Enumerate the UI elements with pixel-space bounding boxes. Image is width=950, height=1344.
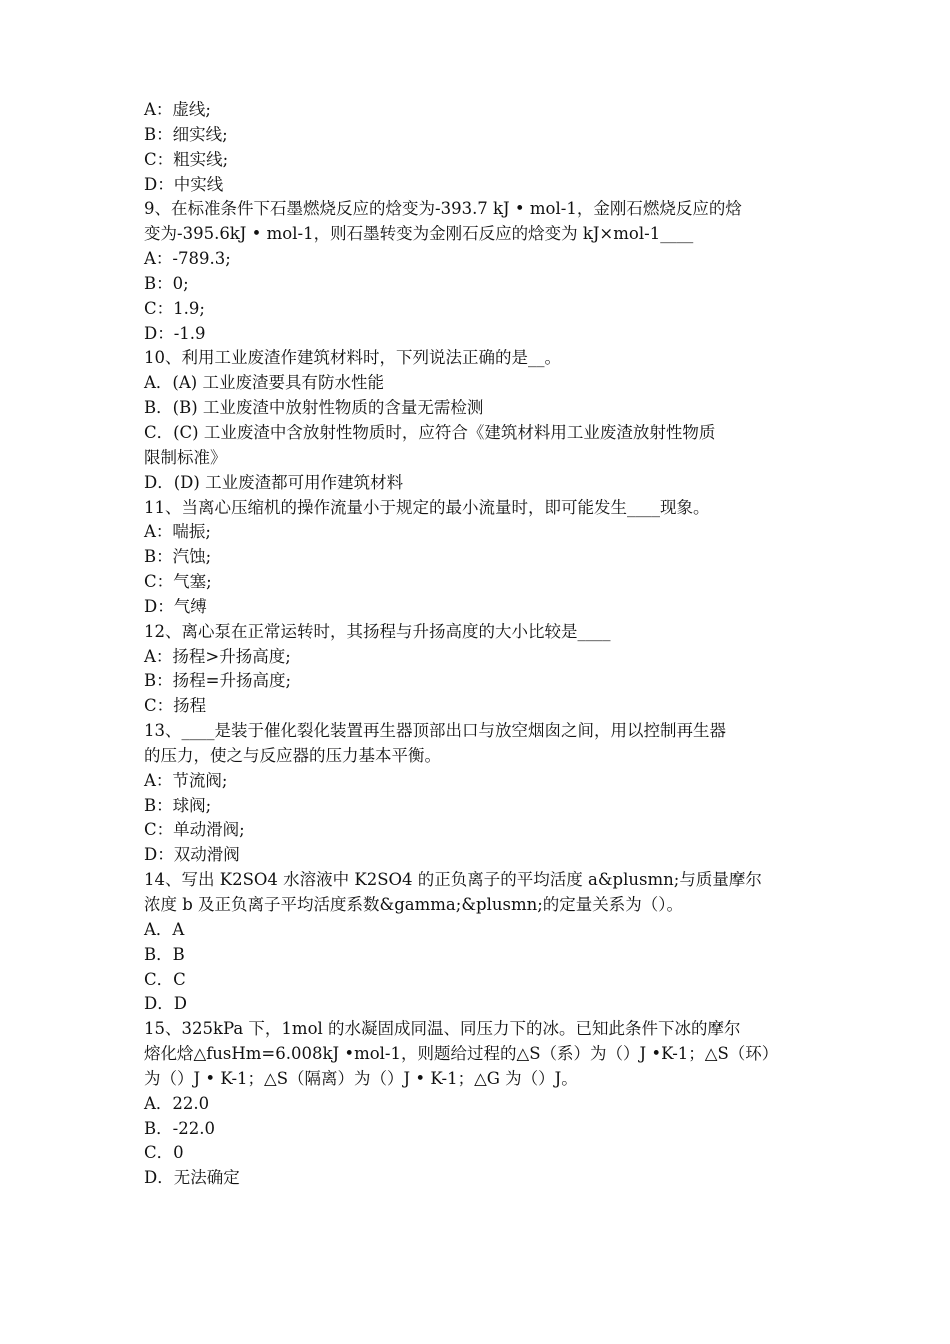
option-line: C．C — [144, 969, 186, 989]
question-10-text: 10、利用工业废渣作建筑材料时，下列说法正确的是__。 — [144, 348, 561, 368]
question-9-text: 变为-395.6kJ • mol-1，则石墨转变为金刚石反应的焓变为 kJ×mol-1____ — [144, 224, 694, 244]
option-line: D：-1.9 — [144, 323, 206, 343]
option-line: A：虚线; — [144, 100, 211, 119]
option-line: D．无法确定 — [144, 1168, 240, 1188]
question-12-text: 12、离心泵在正常运转时，其扬程与升扬高度的大小比较是____ — [144, 621, 611, 641]
option-line: A：喘振; — [144, 522, 211, 542]
option-line: C：扬程 — [144, 696, 207, 716]
option-line: C：1.9; — [144, 298, 205, 318]
option-line: B．(B) 工业废渣中放射性物质的含量无需检测 — [144, 398, 484, 418]
option-line: A：-789.3; — [144, 249, 231, 269]
question-9-text: 9、在标准条件下石墨燃烧反应的焓变为-393.7 kJ • mol-1，金刚石燃烧反应的焓 — [144, 199, 742, 219]
option-line: D：双动滑阀 — [144, 845, 240, 865]
option-line: A．A — [144, 919, 185, 939]
question-11-text: 11、当离心压缩机的操作流量小于规定的最小流量时，即可能发生____现象。 — [144, 497, 710, 517]
option-line: D：中实线 — [144, 174, 224, 194]
option-line: 限制标准》 — [144, 447, 227, 467]
option-line: A：节流阀; — [144, 770, 228, 790]
option-line: B．B — [144, 944, 185, 964]
option-line: C：单动滑阀; — [144, 820, 245, 840]
question-13-text: 13、____是装于催化裂化装置再生器顶部出口与放空烟囱之间，用以控制再生器 — [144, 721, 726, 741]
option-line: D．D — [144, 994, 187, 1014]
question-15-text: 熔化焓△fusHm=6.008kJ •mol-1，则题给过程的△S（系）为（）J •K-1；△S（环） — [144, 1044, 779, 1064]
option-line: A．(A) 工业废渣要具有防水性能 — [144, 373, 384, 393]
option-line: B：扬程=升扬高度; — [144, 671, 292, 691]
document-page — [144, 98, 814, 1191]
option-line: B：0; — [144, 273, 189, 293]
question-14-text: 14、写出 K2SO4 水溶液中 K2SO4 的正负离子的平均活度 a&plusmn;与质量摩尔 — [144, 870, 762, 890]
option-line: D：气缚 — [144, 596, 207, 616]
option-line: C：粗实线; — [144, 149, 229, 169]
option-line: B：汽蚀; — [144, 547, 212, 567]
option-line: A．22.0 — [144, 1093, 210, 1113]
option-line: D．(D) 工业废渣都可用作建筑材料 — [144, 472, 404, 492]
option-line: B．-22.0 — [144, 1118, 215, 1138]
question-15-text: 为（）J • K-1；△S（隔离）为（）J • K-1；△G 为（）J。 — [144, 1068, 578, 1088]
option-line: B：球阀; — [144, 795, 212, 815]
question-15-text: 15、325kPa 下，1mol 的水凝固成同温、同压力下的冰。已知此条件下冰的摩尔 — [144, 1019, 741, 1039]
option-line: C．0 — [144, 1143, 184, 1163]
option-line: C：气塞; — [144, 572, 212, 592]
option-line: C．(C) 工业废渣中含放射性物质时，应符合《建筑材料用工业废渣放射性物质 — [144, 422, 716, 442]
question-14-text: 浓度 b 及正负离子平均活度系数&gamma;&plusmn;的定量关系为（）。 — [144, 895, 684, 914]
option-line: A：扬程>升扬高度; — [144, 646, 291, 666]
question-13-text: 的压力，使之与反应器的压力基本平衡。 — [144, 745, 441, 765]
option-line: B：细实线; — [144, 124, 228, 144]
